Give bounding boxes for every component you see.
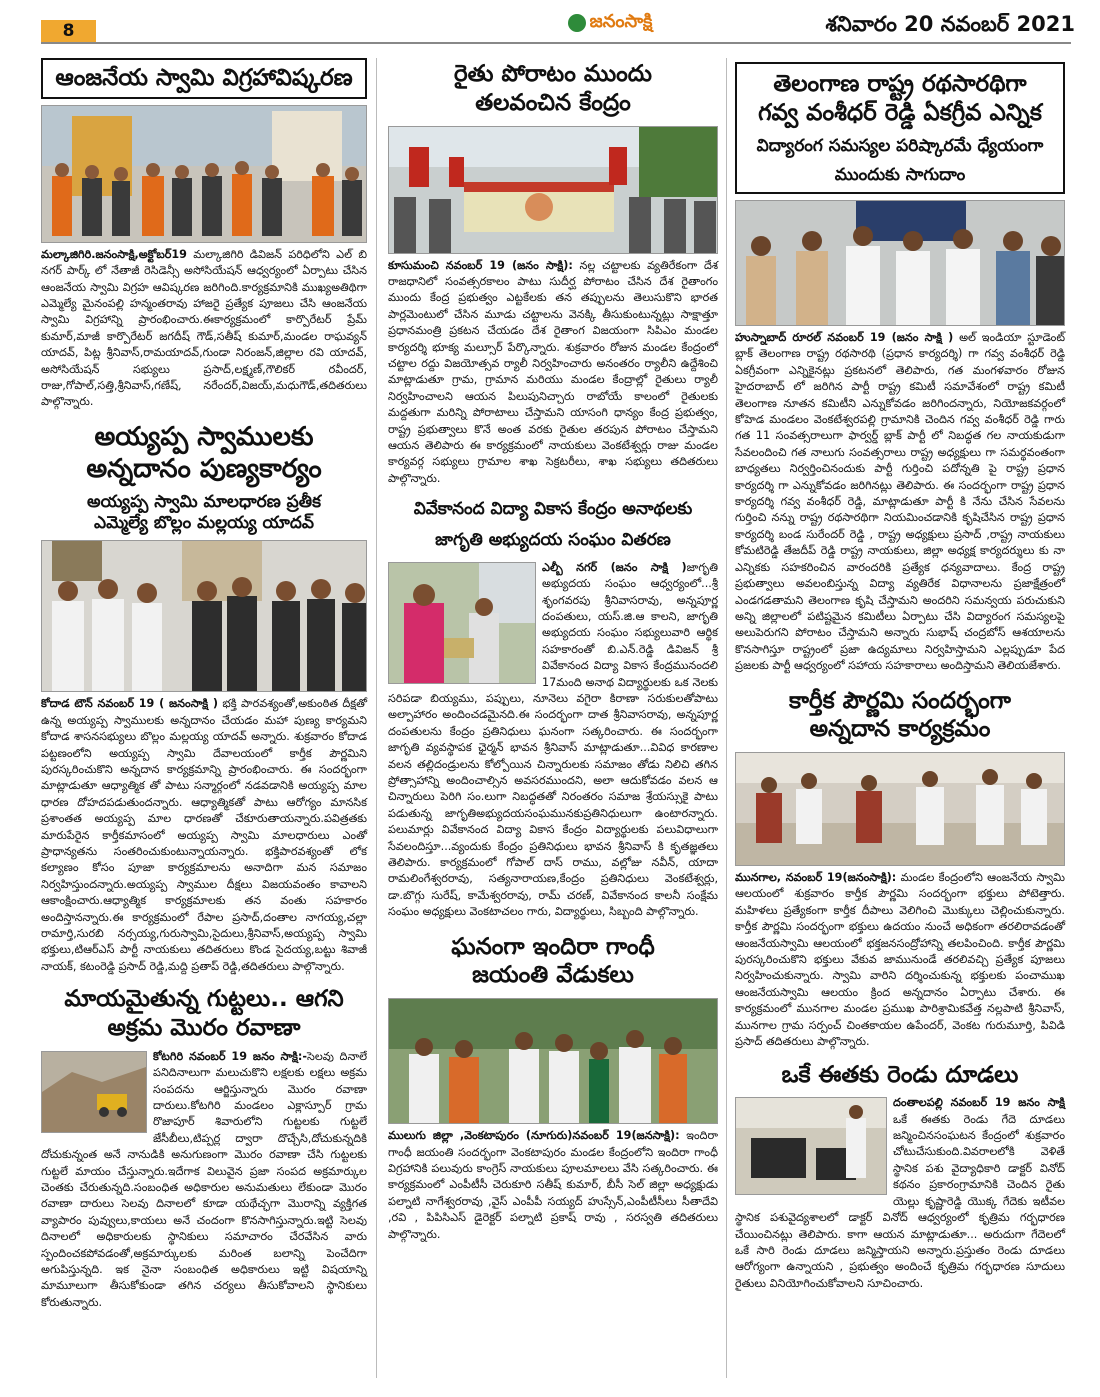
article-gutta	[41, 985, 367, 1311]
news-photo	[41, 1051, 147, 1133]
subheadline: ఎమ్మెల్యే బొల్లం మల్లయ్య యాదవ్	[94, 513, 314, 534]
dateline: ఎల్బీ నగర్ (జనం సాక్షి )	[542, 560, 687, 574]
dateline: కోటగిరి నవంబర్ 19 జనం సాక్షి:-	[153, 1049, 308, 1063]
dateline: కోదాడ టౌన్ నవంబర్ 19 ( జనంసాక్షి )	[41, 697, 218, 711]
headline: జయంతి వేడుకలు	[472, 962, 634, 989]
dateline: మల్కాజిగిరి.జనంసాక్షి,అక్టోబర్19	[41, 247, 187, 261]
headline: ఆంజనేయ స్వామి విగ్రహావిష్కరణ	[41, 58, 367, 99]
subheadline: ముందుకు సాగుదాం	[834, 164, 966, 185]
page-number: 8	[41, 20, 96, 42]
article-body: ఒకే ఈతకు రెండు గేదె దూడలు జన్మించినసంఘటన కేంద్రంలో శుక్రవారం చోటుచేసుకుంది.వివరాలలోకి వెళితే స్థానిక పశు వైద్యాధికారి డాక్టర్ వినోద్ కథనం ప్రకారంగ్రామానికి చెందిన రైతు యెల్లు కృష్ణారెడ్డి యొక్క	[893, 1112, 1065, 1208]
subheadline: విద్యారంగ సమస్యల పరిష్కారమే ధ్యేయంగా	[756, 135, 1044, 156]
article-body: నల్ల చట్టాలకు వ్యతిరేకంగా దేశ రాజధానిలో సంవత్సరకాలం పాటు సుదీర్ఘ పోరాటం చేసిన దేశ రైతాంగం ముందు కేంద్ర ప్రభుత్వం ఎట్టకేలకు తన తప్పులను తెలుసుకొని భారత పార్లమెంటులో చేసిన మూడు చట్టాలను వెనక్కి తీసుకుంటున్నట్లు సాక్షాత్తూ ప్రధానమంత్రి ప్రకటన చేయడం దేశ రైతాంగ విజయంగా సిపిఎం మండల కార్యదర్శి భూక్య మల్సూర్ పేర్కొన్నారు. శుక్రవారం రోజున మండల కేంద్రంలో చట్టాల రద్దు విజయోత్సవ ర్యాలీ నిర్వహించారు అనంతరం ర్యాలీని ఉద్దేశించి మాట్లాడుతూ గ్రామ, గ్రామాన మరియు మండల కేంద్రాల్లో రైతులు ర్యాలీ నిర్వహించాలని ఆయన పిలుపునిచ్చారు రాబోయే కాలంలో రైతులకు మద్దతుగా మరిన్ని పోరాటాలు చేస్తామని యాసంగి ధాన్యం కేంద్ర ప్రభుత్వం, రాష్ట్ర ప్రభుత్వాలు కొనే అంత వరకు రైతుల తరపున పోరాటం చేస్తామని ఆయన తెలిపారు ఈ కార్యక్రమంలో నాయకులు వెంకటేశ్వర్లు రాజు మండల కార్యవర్గ సభ్యులు గ్రామాల శాఖ సెక్రటరీలు, శాఖ సభ్యులు తదితరులు పాల్గొన్నారు.	[388, 258, 718, 485]
article-body: వివేకానంద విద్యా వికాస కేంద్రమునందలి 17మంది అనాథ విద్యార్థులకు ఒక నెలకు సరిపడా బియ్యము, పప్పులు, నూనెలు వగైరా కిరాణా సరుకులతోపాటు అల్పాహారం అందించడమైనది.ఈ సందర్భంగా దాత శ్రీనివాసరావు, అన్నపూర్ణ దంపతులను కేంద్రం ప్రతినిధులు ఘనంగా సత్కరించారు. ఈ సందర్భంగా జాగృతి వ్యవస్థాపక ఛైర్మన్ భావన శ్రీనివాస్ మాట్లాడుతూ...వివిధ కారణాల వలన తల్లిదండ్రులను కోల్పోయిన చిన్నారులకు సమాజం తోడు నిలిచి తగిన ప్రోత్సాహాన్ని అందించాల్సిన అవసరముందని, అలా ఆదుకోవడం వలన ఆ చిన్నారులు పెరిగి సం.లుగా నిబద్ధతతో నిరంతరం సమాజ శ్రేయస్సుకై పాటు పడుతున్న జాగృతిఅభ్యుదయసంఘమునకుప్రతినిధులుగా ఉంటారన్నారు. పలుమార్లు వివేకానంద విద్యా వికాస కేంద్రం విద్యార్థులకు పలువిధాలుగా సేవలందిస్తూ...వ్యందుకు కేంద్రం ప్రతినిధులు భావన శ్రీనివాస్ కి కృతజ్ఞతలు తెలిపారు. కార్యక్రమంలో గోపాల్ దాస్ రాము, వల్లోజు నవీన్, యాదా రామలింగేశ్వరరావు, సత్యనారాయణ,కేంద్రం ప్రతినిధులు వెంకటేశ్వర్లు, డా.బొగ్గు సురేష్, కామేశ్వరరావు, రామ్ చరణ్, వివేకానంద కాలనీ సంక్షేమ సంఘం అధ్యక్షులు వెంకటాచలం గారు, విద్యార్థులు, సిబ్బంది పాల్గొన్నారు.	[388, 659, 718, 919]
headline: జాగృతి అభ్యుదయ సంఘం వితరణ	[435, 530, 671, 551]
article-farmers	[388, 60, 718, 487]
article-body: మండల కేంద్రంలోని ఆంజనేయ స్వామి ఆలయంలో శుక్రవారం కార్తీక పౌర్ణమి సందర్భంగా భక్తులు పోటెత్తారు. మహిళలు ప్రత్యేకంగా కార్తీక దీపాలు వెలిగించి మొక్కులు చెల్లించుకున్నారు. కార్తీక పౌర్ణమి సందర్భంగా భక్తులు ఉదయం నుంచే అధికంగా తరలిరావడంతో ఆంజనేయస్వామి ఆలయంలో భక్తజనసంద్రోహాన్ని తలపించింది. కార్తీక పౌర్ణమి పురస్కరించుకొని భక్తులు వేకువ జామునుండే తరలివచ్చి ప్రత్యేక పూజలు నిర్వహించుకున్నారు. స్వామి వారిని దర్శించుకున్న భక్తులకు పంచాముఖ ఆంజనేయస్వామి ఆలయం క్రింద అన్నదానం ఏర్పాటు చేశారు. ఈ కార్యక్రమంలో మునగాల మండల ప్రముఖ పారిశ్రామికవేత్త నల్లపాటి శ్రీనివాస్, మునగాల గ్రామ సర్పంచ్ చింతకాయల ఉపేందర్, వెంకట గురుమూర్తి, పివిడి ప్రసాద్ తదితరులు పాల్గొన్నారు.	[735, 871, 1065, 1049]
headline: అక్రమ మొరం రవాణా	[107, 1014, 301, 1041]
news-photo	[41, 540, 367, 692]
dateline: దంతాలపల్లి నవంబర్ 19 జనం సాక్షి	[893, 1096, 1065, 1110]
article-indira	[388, 933, 718, 1243]
column-right	[735, 52, 1065, 1292]
header-rule	[41, 42, 1071, 44]
dateline: హుస్నాబాద్ రూరల్ నవంబర్ 19 (జనం సాక్షి )	[735, 331, 954, 344]
column-divider	[726, 58, 727, 1378]
headline: రైతు పోరాటం ముందు	[453, 61, 653, 87]
logo-mark-icon	[568, 14, 586, 32]
column-center	[388, 52, 718, 1243]
headline: వివేకానంద విద్యా వికాస కేంద్రం అనాథలకు	[413, 499, 693, 520]
news-photo	[735, 752, 1065, 866]
headline: కార్తీక పౌర్ణమి సందర్భంగా	[789, 687, 1011, 714]
headline: అన్నదానం పుణ్యకార్యం	[86, 454, 322, 485]
news-photo	[388, 126, 718, 254]
issue-date: శనివారం 20 నవంబర్ 2021	[825, 12, 1075, 36]
article-calves	[735, 1061, 1065, 1293]
article-body: గేదెకు ఇటీవల స్థానిక పశువైద్యశాలలో డాక్టర్ వినోద్ ఆధ్వర్యంలో కృత్రిమ గర్భధారణ చేయించినట్లు తెలిపారు. కాగా ఆయన మాట్లాడుతూ... అరుదుగా గేదెలలో ఒకే సారి రెండు దూడలు జన్మిస్తాయని అన్నారు.ప్రస్తుతం రెండు దూడలు ఆరోగ్యంగా ఉన్నాయని , ప్రభుత్వం అందించే కృత్రిమ గర్భధారణ సూదులు రైతులు వినియోగించుకోవాలని సూచించారు.	[735, 1194, 1065, 1290]
article-body: ఇందిరా గాంధీ జయంతి సందర్భంగా వెంకటాపురం మండల కేంద్రంలోని ఇందిరా గాంధీ విగ్రహానికి పలువురు కాంగ్రెస్ నాయకులు పూలమాలలు వేసి సత్కరించారు. ఈ కార్యక్రమంలో ఎంపీటీసీ చెరుకూరి సతీష్ కుమార్, బీసీ సెల్ జిల్లా అధ్యక్షుడు పల్నాటి నాగేశ్వరరావు ,వైస్ ఎంపీపీ సయ్యద్ హుస్సేన్,ఎంపీటీసీలు సీతాదేవి ,రవి , పిపిసిఎస్ డైరెక్టర్ పల్నాటి ప్రకాష్ రావు , సరస్వతి తదితరులు పాల్గొన్నారు.	[388, 1129, 719, 1241]
headline-box	[735, 62, 1065, 194]
headline: తెలంగాణ రాష్ట్ర రథసారథిగా	[773, 71, 1027, 97]
article-body: మల్కాజిగిరి డివిజన్ పరిధిలోని ఎల్ బి నగర్ పార్క్ లో నేతాజీ రెసిడెన్సీ అసోసియేషన్ ఆధ్వర్యంలో ఏర్పాటు చేసిన ఆంజనేయ స్వామి విగ్రహ ఆవిష్కరణ జరిగింది.కార్యక్రమానికి ముఖ్యఅతిథిగా ఎమ్మెల్యే మైనంపల్లి హన్మంతరావు హాజరై ప్రత్యేక పూజలు చేసి ఆంజనేయ స్వామి విగ్రహాన్ని ప్రారంభించారు.ఈకార్యక్రమంలో కార్పొరేటర్ ప్రేమ్ కుమార్,మాజీ కార్పొరేటర్ జగదీష్ గౌడ్,సతీష్ కుమార్,మండల రాఘవ్యన్ యాదవ్, పిట్ల శ్రీనివాస్,రామయాదవ్,గుండా నిరంజన్,జిల్లాల రవి యాదవ్, అసోసియేషన్ సభ్యులు ప్రసాద్,లక్ష్మణ్,గౌలికర్ రవీందర్, రాజు,గోపాల్,సత్తి,శ్రీనివాస్,గణేష్, నరేందర్,విజయ్,మధుగౌడ్,తదితరులు పాల్గొన్నారు.	[41, 247, 367, 409]
news-photo	[41, 105, 367, 243]
article-body: అల్ ఇండియా స్టూడెంట్ బ్లాక్ తెలంగాణ రాష్ట్ర రథసారథి (ప్రధాన కార్యదర్శి) గా గవ్వ వంశీధర్ రెడ్డి ఏకగ్రీవంగా ఎన్నికైనట్లు ప్రకటనలో తెలిపారు, గత మంగళవారం రోజున హైదరాబాద్ లో జరిగిన పార్టీ రాష్ట్ర కమిటీ సమావేశంలో రాష్ట్ర కమిటీ తెలంగాణ నూతన కమిటీని ఎన్నుకోవడం జరిగిందన్నారు, నియోజకవర్గంలో కోహెడ మండలం వెంకటేశ్వరపల్లి గ్రామానికి చెందిన గవ్వ వంశీధర్ రెడ్డి గారు గత 11 సంవత్సరాలుగా ఫార్వర్డ్ బ్లాక్ పార్టీ లో నిబద్ధత గల నాయకుడుగా సేవలందించి గత నాలుగు సంవత్సరాలు రాష్ట్ర అధ్యక్షులు గా సమర్థవంతంగా బాధ్యతలు నిర్వర్తించినందుకు పార్టీ గుర్తించి పదోన్నతి పై రాష్ట్ర ప్రధాన కార్యదర్శి గా ఎన్నుకోవడం జరిగినట్లు తెలిపారు. ఈ సందర్భంగా రాష్ట్ర ప్రధాన కార్యదర్శి గవ్వ వంశీధర్ రెడ్డి, మాట్లాడుతూ పార్టీ కి నేను చేసిన సేవలను గుర్తించి నన్ను రాష్ట్ర రథసారథిగా నియమించడానికి కృషిచేసిన రాష్ట్ర ప్రధాన కార్యదర్శి బండ సురేందర్ రెడ్డి , రాష్ట్ర అధ్యక్షులు ప్రసాద్ ,రాష్ట్ర నాయకులు కోమటిరెడ్డి తేజదీప్ రెడ్డి రాష్ట్ర నాయకులు, జిల్లా అధ్యక్ష కార్యదర్శులు కు నా ఎన్నికకు సహకరించిన వారందరికి ప్రత్యేక ధన్యవాదాలు. కేంద్ర రాష్ట్ర ప్రభుత్వాలు అవలంబిస్తున్న విద్యా వ్యతిరేక విధానాలను ప్రజాక్షేత్రంలో ఎండగడతామని తెలంగాణ కృషి చేస్తామని అందరిని సమన్వయ పరుచుకుని అన్ని జిల్లాలలో పటిష్టమైన కమిటీలు ఏర్పాటు చేసి విద్యారంగ సమస్యలపై అలుపెరుగని పోరాటం చేస్తామని అన్నారు సుభాష్ చంద్రబోస్ ఆశయాలను కొనసాగిస్తూ రాష్ట్రంలో ప్రజా ఉద్యమాలు నిర్వహిస్తామని ఎల్లప్పుడూ పేద ప్రజలకు పార్టీ ఆధ్వర్యంలో సహాయ సహకారాలు అందిస్తామని తెలియజేశారు.	[735, 331, 1065, 673]
article-karthika	[735, 687, 1065, 1051]
article-body: సెలవు దినాలే పనిదినాలుగా మలుచుకొని లక్షలకు లక్షలు అక్రమ సంపదను ఆర్జిస్తున్నారు మొరం రవాణా దారులు.కోటగిరి మండలం ఎక్లాస్పూర్ గ్రామ రొజాపూర్ శివారులోని గుట్టలకు గుట్టలే జేసీబీలు,టిప్పర్ల ద్వారా దొచ్చేసి,దోచుకున్నదికి దోచుకున్నంత అనే నానుడికి అనుగుణంగా మొరం రవాణా చేసి గుట్టలకు గుట్టలే మాయం చేస్తున్నారు.ఇదేగాక విలువైన ప్రజా సంపద అక్రమార్కుల చెంతకు చేరుతున్నది.సంబంధిత అధికారుల అనుమతులు లేకుండా మొరం రవాణా దారులు సెలవు దినాలలో కూడా యథేచ్ఛగా మొరాన్ని వ్యక్తిగత వ్యాపారం పువ్వులు,కాయలు అనే చందంగా కొనసాగిస్తున్నారు.ఇట్టి సెలవు దినాలలో అధికారులకు స్థానికులు సమాచారం చేరవేసిన వారు స్పందించకపోవడంతో,అక్రమార్కులకు మరింత బలాన్ని పెంచేదిగా అగుపిస్తున్నది. ఇక నైనా సంబంధిత అధికారులు ఇట్టి విషయాన్ని మామూలుగా తీసుకోకుండా తగిన చర్యలు తీసుకోవాలని స్థానికులు కోరుతున్నారు.	[41, 1049, 367, 1309]
news-photo	[388, 562, 536, 684]
masthead-title: జనంసాక్షి	[589, 10, 653, 32]
dateline: కూసుమంచి నవంబర్ 19 (జనం సాక్షి):	[388, 258, 573, 272]
headline: గవ్వ వంశీధర్ రెడ్డి ఏకగ్రీవ ఎన్నిక	[758, 99, 1042, 126]
headline: అయ్యప్ప స్వాములకు	[94, 421, 314, 452]
column-divider	[376, 58, 377, 1378]
article-ayyappa	[41, 421, 367, 975]
headline: మాయమైతున్న గుట్టలు.. ఆగని	[64, 986, 344, 1013]
news-photo	[735, 200, 1065, 326]
article-vivekananda	[388, 499, 718, 920]
article-body: జాగృతి అభ్యుదయ సంఘం ఆధ్వర్యంలో...శ్రీ శృంగవరపు శ్రీనివాసరావు, అన్నపూర్ణ దంపతులు, యస్.జి.ఆ కాలని, జాగృతి అభ్యుదయ సంఘం సభ్యులువారి ఆర్థిక సహకారంతో బి.ఎన్.రెడ్డి డివిజన్ శ్రీ	[542, 560, 718, 656]
news-photo	[735, 1097, 887, 1195]
dateline: మునగాల, నవంబర్ 19(జనంసాక్షి):	[735, 871, 897, 885]
masthead-logo	[555, 8, 665, 38]
headline: ఒకే ఈతకు రెండు దూడలు	[781, 1061, 1019, 1088]
news-photo	[388, 998, 718, 1124]
headline: ఘనంగా ఇందిరా గాంధీ	[451, 933, 655, 960]
dateline: ములుగు జిల్లా ,వెంకటాపురం (నూగురు)నవంబర్ 19(జనసాక్షి):	[388, 1129, 680, 1143]
headline: తలవంచిన కేంద్రం	[475, 89, 631, 116]
headline: అన్నదాన కార్యక్రమం	[809, 716, 991, 743]
subheadline: అయ్యప్ప స్వామి మాలధారణ ప్రతీక	[87, 491, 321, 512]
article-anjaneya	[41, 58, 367, 411]
article-vamshidhar	[735, 62, 1065, 675]
article-body: భక్తి పారవశ్యంతో,అకుంఠిత దీక్షతో ఉన్న అయ్యప్ప స్వాములకు అన్నదానం చేయడం మహా పుణ్య కార్యమని కోదాడ శాసనసభ్యులు బొల్లం మల్లయ్య యాదవ్ అన్నారు. శుక్రవారం కోదాడ పట్టణంలోని అయ్యప్ప స్వామి దేవాలయంలో కార్తీక పౌర్ణమిని పురస్కరించుకొని అన్నదాన కార్యక్రమాన్ని ప్రారంభించారు. ఈ సందర్భంగా మాట్లాడుతూ ఆధ్యాత్మిక తో పాటు సన్మార్గంలో నడవడానికి అయ్యప్ప మాల ధారణ దోహదపడుతుందన్నారు. ఆధ్యాత్మికతో పాటు ఆరోగ్యం మానసిక ప్రశాంతత అయ్యప్ప మాల ధారణతో చేకూరుతాయన్నారు.పవిత్రతకు మారుపేరైన కార్తీకమాసంలో అయ్యప్ప స్వామి మాలధారులు ఎంతో ప్రాధాన్యతను సంతరించుకుంటున్నాయన్నారు. భక్తిపారవశ్యంతో లోక కల్యాణం కోసం పూజా కార్యక్రమాలను అనాదిగా మన సమాజం నిర్వహిస్తుందన్నారు.అయ్యప్ప స్వాముల దీక్షలు విజయవంతం కావాలని ఆకాంక్షించారు.ఆధ్యాత్మిక కార్యక్రమాలకు తన వంతు సహకారం అందిస్తానన్నారు.ఈ కార్యక్రమంలో రేపాల ప్రసాద్,దంతాల నాగయ్య,చల్లా రామార్తి,సురబి నర్సయ్య,గురుస్వామి,సైదులు,శ్రీనివాస్,అయ్యప్ప స్వామి భక్తులు,టిఆర్ఎస్ పార్టీ నాయకులు తదితరులు కొండ సైదయ్య,బట్టు శివాజీ నాయక్, కటంరెడ్డి ప్రసాద్ రెడ్డి,మద్ది ప్రతాప్ రెడ్డి,తదితరులు పాల్గొన్నారు.	[41, 697, 367, 973]
column-left	[41, 52, 367, 1311]
